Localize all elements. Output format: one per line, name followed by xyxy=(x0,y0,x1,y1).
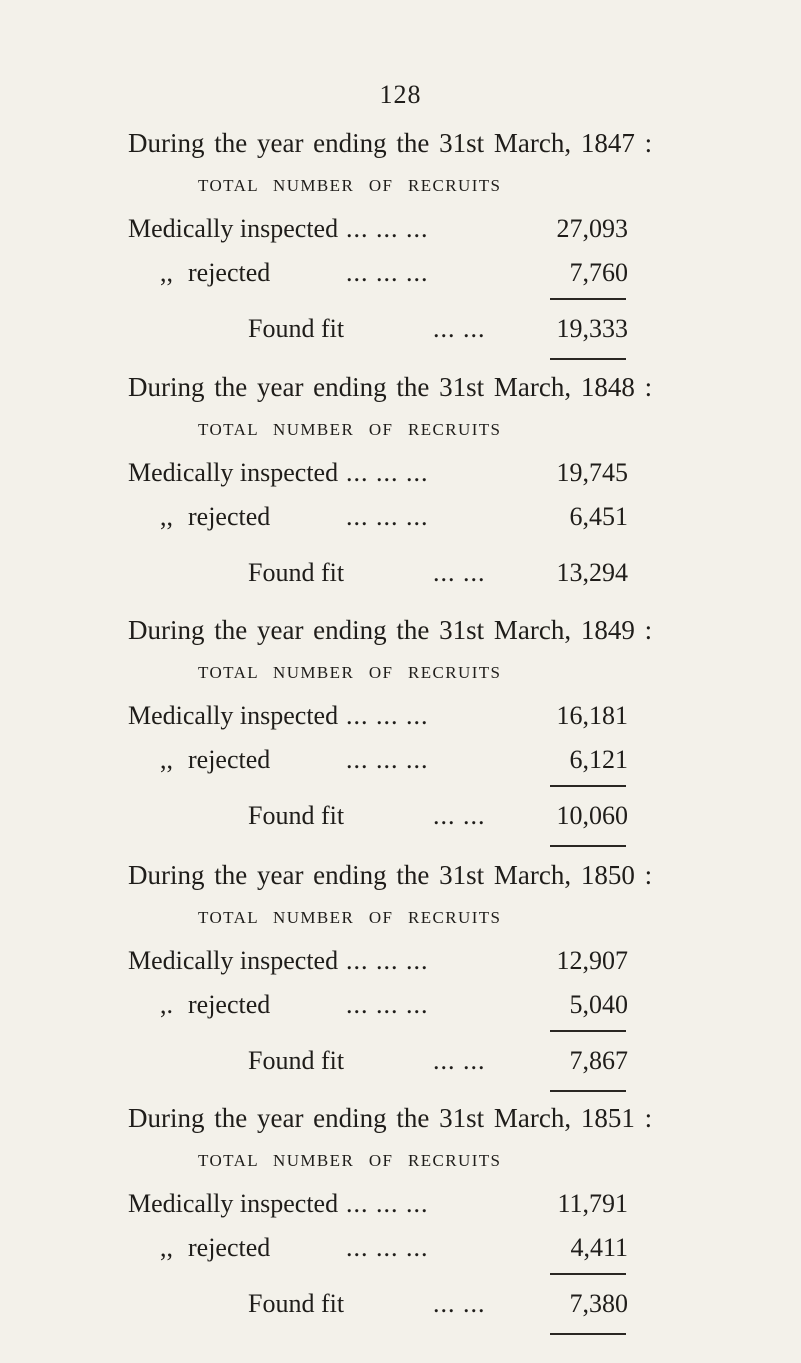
inspected-row xyxy=(128,214,628,246)
leader-dots: ... ... xyxy=(433,801,486,830)
year-block-1851 xyxy=(0,1103,801,1363)
inspected-row xyxy=(128,1189,628,1221)
inspected-value: 19,745 xyxy=(556,458,628,487)
ditto-mark: ,, xyxy=(160,1233,173,1262)
section-subheading: TOTAL NUMBER OF RECRUITS xyxy=(198,176,502,195)
rejected-label: rejected xyxy=(188,990,271,1019)
found-fit-value: 7,380 xyxy=(569,1289,628,1318)
ditto-mark: ,, xyxy=(160,502,173,531)
rejected-value: 6,451 xyxy=(569,502,628,531)
inspected-label: Medically inspected xyxy=(128,946,339,975)
sum-rule xyxy=(550,1273,626,1275)
total-rule xyxy=(550,845,626,847)
rejected-row xyxy=(128,745,628,777)
year-block-1847 xyxy=(0,128,801,388)
year-heading: During the year ending the 31st March, 1847 : xyxy=(128,128,653,158)
year-heading: During the year ending the 31st March, 1849 : xyxy=(128,615,653,645)
leader-dots: ... ... ... xyxy=(346,1189,429,1218)
leader-dots: ... ... ... xyxy=(346,458,429,487)
section-subheading: TOTAL NUMBER OF RECRUITS xyxy=(198,908,502,927)
inspected-value: 12,907 xyxy=(556,946,628,975)
total-rule xyxy=(550,1090,626,1092)
year-heading: During the year ending the 31st March, 1848 : xyxy=(128,372,653,402)
sum-rule xyxy=(550,1030,626,1032)
leader-dots: ... ... ... xyxy=(346,1233,429,1262)
found-fit-label: Found fit xyxy=(248,1289,345,1318)
found-fit-value: 10,060 xyxy=(556,801,628,830)
leader-dots: ... ... ... xyxy=(346,214,429,243)
rejected-value: 5,040 xyxy=(569,990,628,1019)
rejected-value: 7,760 xyxy=(569,258,628,287)
sum-rule xyxy=(550,298,626,300)
leader-dots: ... ... xyxy=(433,314,486,343)
rejected-row xyxy=(128,502,628,534)
rejected-value: 4,411 xyxy=(570,1233,628,1262)
ditto-mark: ,, xyxy=(160,258,173,287)
total-rule xyxy=(550,358,626,360)
leader-dots: ... ... ... xyxy=(346,701,429,730)
found-fit-label: Found fit xyxy=(248,1046,345,1075)
inspected-row xyxy=(128,701,628,733)
rejected-value: 6,121 xyxy=(569,745,628,774)
inspected-value: 11,791 xyxy=(557,1189,628,1218)
year-block-1848 xyxy=(0,372,801,632)
leader-dots: ... ... xyxy=(433,1046,486,1075)
leader-dots: ... ... ... xyxy=(346,946,429,975)
sum-rule xyxy=(550,785,626,787)
year-block-1849 xyxy=(0,615,801,875)
page-number: 128 xyxy=(379,80,422,109)
section-subheading: TOTAL NUMBER OF RECRUITS xyxy=(198,420,502,439)
leader-dots: ... ... xyxy=(433,1289,486,1318)
inspected-value: 16,181 xyxy=(556,701,628,730)
found-fit-value: 13,294 xyxy=(556,558,628,587)
inspected-row xyxy=(128,946,628,978)
section-subheading: TOTAL NUMBER OF RECRUITS xyxy=(198,663,502,682)
found-fit-label: Found fit xyxy=(248,314,345,343)
ditto-mark: ,, xyxy=(160,745,173,774)
leader-dots: ... ... ... xyxy=(346,745,429,774)
found-fit-row xyxy=(128,801,628,833)
inspected-label: Medically inspected xyxy=(128,458,339,487)
rejected-label: rejected xyxy=(188,1233,271,1262)
inspected-value: 27,093 xyxy=(556,214,628,243)
total-rule xyxy=(550,1333,626,1335)
inspected-label: Medically inspected xyxy=(128,214,339,243)
rejected-row xyxy=(128,258,628,290)
found-fit-row xyxy=(128,314,628,346)
inspected-label: Medically inspected xyxy=(128,1189,339,1218)
found-fit-value: 19,333 xyxy=(556,314,628,343)
rejected-label: rejected xyxy=(188,745,271,774)
found-fit-row xyxy=(128,1046,628,1078)
leader-dots: ... ... xyxy=(433,558,486,587)
ditto-mark: ,. xyxy=(160,990,173,1019)
rejected-label: rejected xyxy=(188,502,271,531)
found-fit-value: 7,867 xyxy=(569,1046,628,1075)
leader-dots: ... ... ... xyxy=(346,990,429,1019)
year-heading: During the year ending the 31st March, 1851 : xyxy=(128,1103,653,1133)
inspected-row xyxy=(128,458,628,490)
found-fit-label: Found fit xyxy=(248,558,345,587)
found-fit-label: Found fit xyxy=(248,801,345,830)
leader-dots: ... ... ... xyxy=(346,258,429,287)
rejected-row xyxy=(128,1233,628,1265)
found-fit-row xyxy=(128,1289,628,1321)
year-heading: During the year ending the 31st March, 1850 : xyxy=(128,860,653,890)
leader-dots: ... ... ... xyxy=(346,502,429,531)
year-block-1850 xyxy=(0,860,801,1120)
section-subheading: TOTAL NUMBER OF RECRUITS xyxy=(198,1151,502,1170)
rejected-label: rejected xyxy=(188,258,271,287)
rejected-row xyxy=(128,990,628,1022)
found-fit-row xyxy=(128,558,628,590)
inspected-label: Medically inspected xyxy=(128,701,339,730)
